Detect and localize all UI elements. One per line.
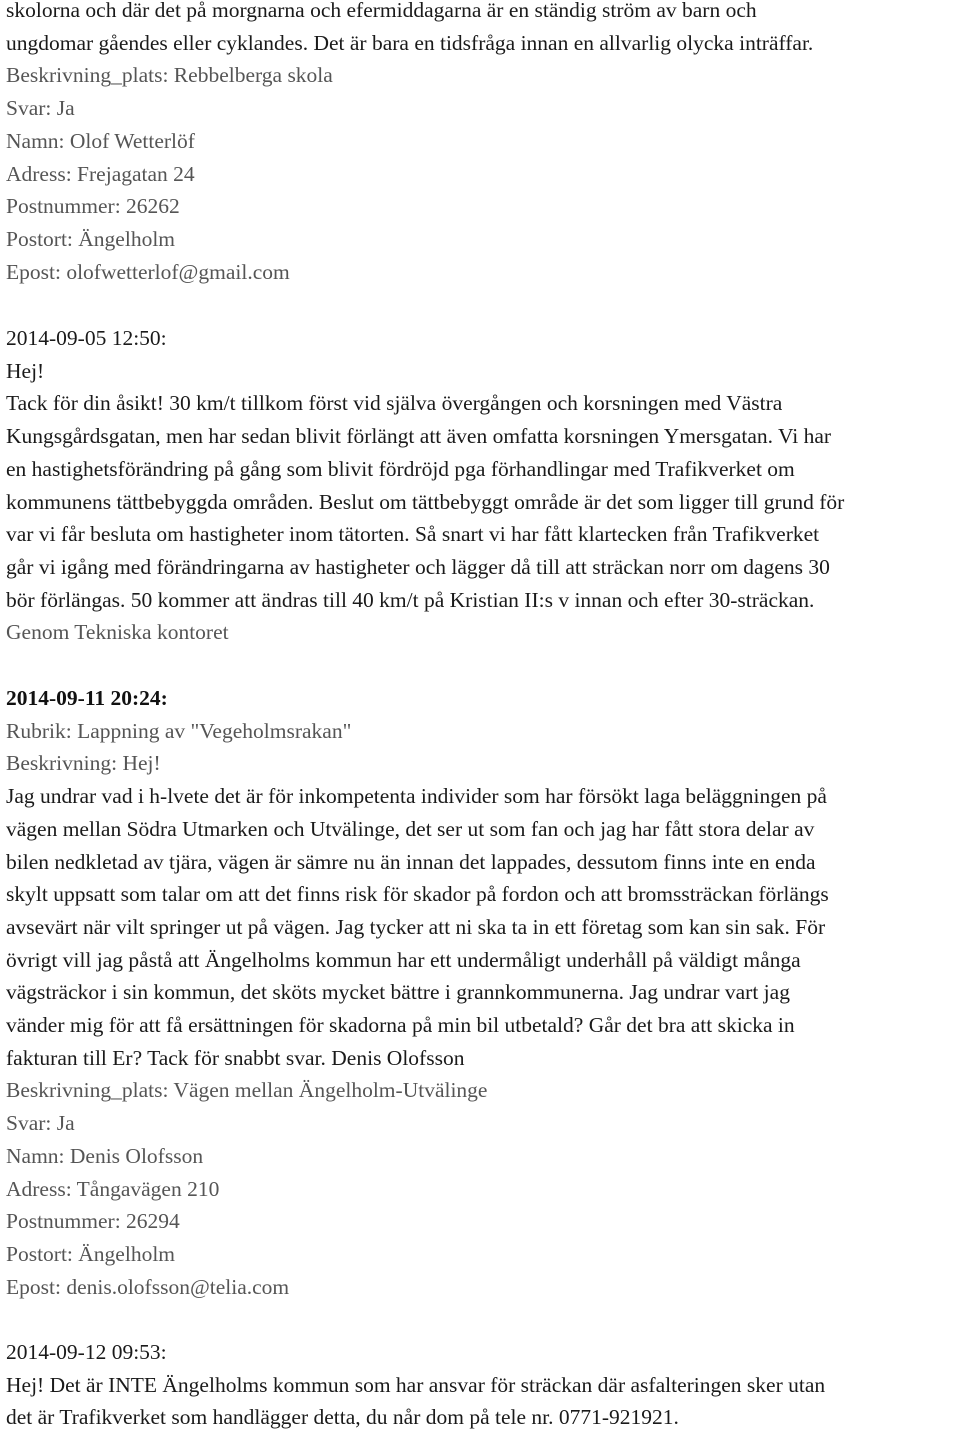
text-line: var vi får besluta om hastigheter inom tätorten. Så snart vi har fått klartecken från Trafikverket [6,522,820,547]
entry-2014-09-11 [6,682,956,1303]
name-line: Namn: Olof Wetterlöf [6,128,195,153]
city-line: Postort: Ängelholm [6,1241,176,1266]
name-line: Namn: Denis Olofsson [6,1143,204,1168]
text-line: Tack för din åsikt! 30 km/t tillkom först vid själva övergången och korsningen med Västra [6,391,783,416]
text-line: Hej! [6,358,45,383]
text-line: vägsträckor i sin kommun, det sköts mycket bättre i grannkommunerna. Jag undrar vart jag [6,980,790,1005]
text-line: fakturan till Er? Tack för snabbt svar. Denis Olofsson [6,1045,465,1070]
email-line: Epost: denis.olofsson@telia.com [6,1274,290,1299]
text-line: det är Trafikverket som handlägger detta, du når dom på tele nr. 0771-921921. [6,1405,679,1430]
text-line: Kungsgårdsgatan, men har sedan blivit förlängt att även omfatta korsningen Ymersgatan. Vi har [6,424,832,449]
text-line: Jag undrar vad i h-lvete det är för inkompetenta individer som har försökt laga beläggningen på [6,784,827,809]
text-line: kommunens tättbebyggda områden. Beslut om tättbebyggt område är det som ligger till grund för [6,489,845,514]
text-line: skolorna och där det på morgnarna och efermiddagarna är en ständig ström av barn och [6,0,757,22]
text-line: skylt uppsatt som talar om att det finns risk för skador på fordon och att bromssträckan förlängs [6,882,829,907]
entry-timestamp: 2014-09-11 20:24: [6,686,168,710]
location-line: Beskrivning_plats: Vägen mellan Ängelholm-Utvälinge [6,1078,488,1103]
entry-timestamp: 2014-09-05 12:50: [6,326,167,350]
entry-reply-2014-09-12 [6,1336,956,1434]
text-line: övrigt vill jag påstå att Ängelholms kommun har ett undermåligt underhåll på väldigt många [6,947,801,972]
entry-reply-2014-09-05 [6,322,956,649]
signature-line: Genom Tekniska kontoret [6,620,229,645]
text-line: vägen mellan Södra Utmarken och Utvälinge, det ser ut som fan och jag har fått stora delar av [6,816,815,841]
address-line: Adress: Frejagatan 24 [6,161,195,186]
location-line: Beskrivning_plats: Rebbelberga skola [6,63,333,88]
email-line: Epost: olofwetterlof@gmail.com [6,259,290,284]
entry-timestamp: 2014-09-12 09:53: [6,1340,167,1364]
postcode-line: Postnummer: 26262 [6,194,180,219]
description-line: Beskrivning: Hej! [6,751,161,776]
text-line: vänder mig för att få ersättningen för skadorna på min bil utbetald? Går det bra att skicka in [6,1013,795,1038]
answer-line: Svar: Ja [6,1111,75,1136]
address-line: Adress: Tångavägen 210 [6,1176,220,1201]
text-line: en hastighetsförändring på gång som blivit fördröjd pga förhandlingar med Trafikverket om [6,456,795,481]
text-line: Hej! Det är INTE Ängelholms kommun som har ansvar för sträckan där asfalteringen sker utan [6,1372,826,1397]
text-line: bilen nedkletad av tjära, vägen är sämre nu än innan det lappades, dessutom finns inte en enda [6,849,816,874]
text-line: bör förlängas. 50 kommer att ändras till 40 km/t på Kristian II:s v innan och efter 30-sträckan. [6,587,815,612]
postcode-line: Postnummer: 26294 [6,1209,180,1234]
text-line: går vi igång med förändringarna av hastigheter och lägger då till att sträckan norr om dagens 30 [6,554,830,579]
answer-line: Svar: Ja [6,96,75,121]
entry-continuation [6,0,956,288]
city-line: Postort: Ängelholm [6,226,176,251]
text-line: avsevärt när vilt springer ut på vägen. Jag tycker att ni ska ta in ett företag som kan sin sak. För [6,914,826,939]
text-line: ungdomar gåendes eller cyklandes. Det är bara en tidsfråga innan en allvarlig olycka inträffar. [6,30,814,55]
subject-line: Rubrik: Lappning av "Vegeholmsrakan" [6,718,352,743]
